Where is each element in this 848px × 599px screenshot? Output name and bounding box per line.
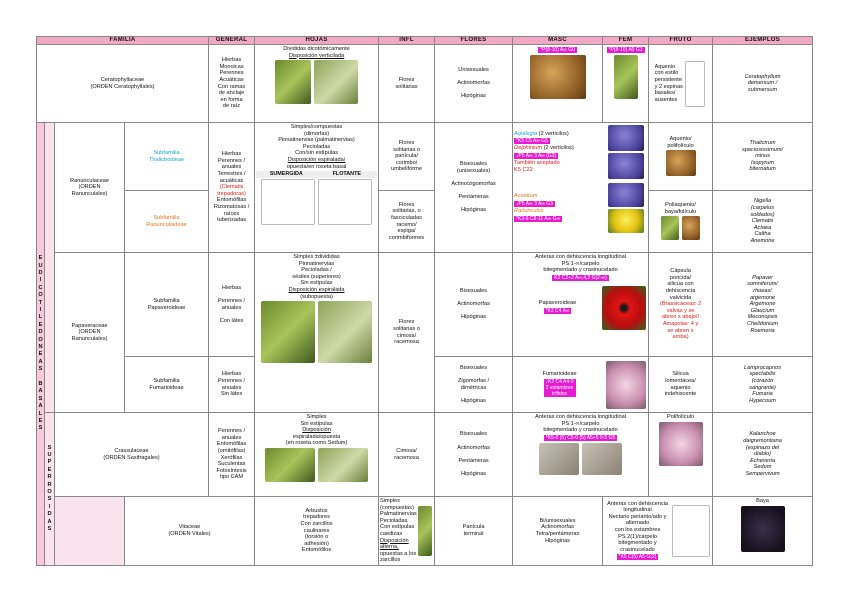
ejemplos-cerato: Ceratophyllum demersum / submersum (713, 45, 813, 123)
infl-papa: Flores solitarias o cimosa/ racemosa (379, 253, 435, 413)
fumaria-flower-photo (606, 361, 646, 409)
general-crass: Perennes / anuales Entomófilas (ornitófilas) Xerófilas Suculentas Fotosíntesis tipo CAM (209, 413, 255, 497)
leaf-drawing-sumergida (261, 179, 315, 225)
formula-badge: *K5 C5 A∞ G5 (516, 138, 548, 145)
header-general: GENERAL (209, 37, 255, 45)
infl-ranun-2: Flores solitarias, o fasciculadas racemo/ espiga/ corimbiformes (379, 191, 435, 253)
infl-cerato: Flores solitarias (379, 45, 435, 123)
formula-badge: *K5 C(5) A5 G(2) (618, 554, 657, 561)
fruit-photo (659, 422, 703, 466)
fruto-ranun-2: Poliaquenio/ baya/folículo (649, 191, 713, 253)
formula-badge: *K5-0 (5) C5-0 (5) A5+5 0-5 G5 (545, 434, 616, 441)
infl-ranun-1: Flores solitarias o panícula/ corimbo/ umbeliforme (379, 123, 435, 191)
subfamilia-thalictroideae: Subfamilia Thalictroideae (125, 123, 209, 191)
fruto-papa-1: Cápsula poricida/ silicua con dehiscencia valvicida (Brassicáceas: 2 valvas y se abren x abajo// Amapolas: 4 y se abren x arriba) (649, 253, 713, 357)
flores-papa-2: Bisexuales Zigomorfas / dimétricas Hipóginas (435, 357, 513, 413)
masc-cerato (513, 45, 603, 123)
infl-crass: Cimosa/ racemosa (379, 413, 435, 497)
female-flower-photo (614, 55, 638, 99)
hojas-papa: Simples ±divididas Pinnatinervias Pecioladas / sésiles (superiores) Sin estípulas Disposición espiralada (subopuesta) (255, 253, 379, 413)
masc-fem-papa-1: Anteras con dehiscencia longitudinal PS 1-∞/carpelo bitegmentado y crasinucelado K2 C2+2 A∞,4,2 G(2-∞) Papaveroideae *K2 C4 A∞ (513, 253, 649, 357)
label-sumergida: SUMERGIDA (256, 171, 317, 178)
general-cerato: Hierbas Monoicas Perennes Acuáticas Con ramas de anclaje en forma de raíz (209, 45, 255, 123)
fruit-photo-2 (682, 216, 700, 240)
eudicot-spacer (55, 497, 125, 566)
flores-ranun: Bisexuales (unisexuales) Actino/zigomorfas Pentámeras Hipóginas (435, 123, 513, 253)
infl-vit: Panícula terminal (435, 497, 513, 566)
hojas-cerato: Divididas dicotómicamente Disposición verticilada (255, 45, 379, 123)
formula-badge: *K3-6 C8-11 A∞ G∞ (516, 215, 561, 222)
general-papa-2: Hierbas Perennes / anuales Sin látex (209, 357, 255, 413)
formula-badge: ↓K2 C4 A4-0 2 estambres trífidos (545, 378, 574, 397)
ejemplos-crass: Kalanchoe daigremontiana (espinazo del diablo) Echeveria Sedum Sempervivum (713, 413, 813, 497)
fruto-papa-2: Silicua lomentácea/ aquenio indehiscente (649, 357, 713, 413)
classification-table (36, 36, 813, 566)
basales-spacer (45, 123, 55, 413)
masc-fem-ranun: Aquilegia (2 verticilos) *K5 C5 A∞ G5 Delphinium (2 verticilos) ↓P5 A∞ 3 A∞ (G3) También aceptado K5 C22 Aconitum ↓P5 A∞ 3 A∞ G3 Ranunculus *K3-6 C8-11 A∞ G∞ (513, 123, 649, 253)
aconitum-photo (608, 183, 644, 207)
grape-photo (741, 506, 785, 552)
ejemplos-papa-2: Lamprocapnos spectabilis (corazón sangrante) Fumaria Hypecoum (713, 357, 813, 413)
cerato-leaf-photo (275, 60, 311, 104)
familia-cerato: Ceratophyllaceae (ORDEN Ceratophyllales) (37, 45, 209, 123)
masc-fem-papa-2: Fumarioideae ↓K2 C4 A4-0 2 estambres trífidos (513, 357, 649, 413)
leaf-drawing-flotante (318, 179, 372, 225)
subfamilia-ranunculoideae: Subfamilia Ranunculoideae (125, 191, 209, 253)
fruto-ranun-1: Aquenio/ polifolículo (649, 123, 713, 191)
flores-crass: Bisexuales Actinomorfas Pentámeras Hipóginas (435, 413, 513, 497)
crassula-leaf-photo (265, 448, 315, 482)
row-ranunculaceae-thalictroideae (37, 123, 813, 191)
fruto-cerato: Aquenio con estilo persistente y 2 espinas basales/ ausentes (649, 45, 713, 123)
row-vitaceae (37, 497, 813, 566)
ejemplos-ranun-2: Nigella (carpelos soldados) Clematis Actaea Caltha Anemone (713, 191, 813, 253)
subfamilia-fumarioideae: Subfamilia Fumarioideae (125, 357, 209, 413)
cerato-leaf-photo-2 (314, 60, 358, 104)
delphinium-photo (608, 153, 644, 179)
papaver-leaf-photo-2 (318, 301, 372, 363)
header-infl: INFL (379, 37, 435, 45)
header-fruto: FRUTO (649, 37, 713, 45)
flores-vit: Bi/unisexuales Actinomorfas Tetra/pentámeras Hipóginas (513, 497, 603, 566)
familia-crass: Crassulaceae (ORDEN Saxifragales) (55, 413, 209, 497)
formula-badge: *P(8-10) A∞ G0 (540, 47, 575, 53)
header-flores: FLORES (435, 37, 513, 45)
header-masc: MASC (513, 37, 603, 45)
fem-cerato (603, 45, 649, 123)
subfamilia-papaveroideae: Subfamilia Papaveroideae (125, 253, 209, 357)
vitis-flower-drawing (672, 505, 710, 557)
vitis-leaf-photo (418, 506, 432, 556)
flores-papa-1: Bisexuales Actinomorfas Hipóginas (435, 253, 513, 357)
formula-badge: ↓P5 A∞ 3 A∞ (G3) (516, 153, 557, 159)
fruit-drawing (685, 61, 705, 107)
eudicot-side-label: E U D I C O T I L E D O N E A S B A S A L E S (37, 123, 45, 566)
header-familia: FAMILIA (37, 37, 209, 45)
hojas-crass: Simples Sin estípulas Disposición espiralada/opuesta (en roseta como Sedum) (255, 413, 379, 497)
row-papaveraceae-papaveroideae (37, 253, 813, 357)
header-fem: FEM (603, 37, 649, 45)
masc-fem-crass: Anteras con dehiscencia longitudinal PS 1-∞/carpelo bitegmentado y crasinucelado *K5-0 (5) C5-0 (5) A5+5 0-5 G5 (513, 413, 649, 497)
hojas-ranun: Simples/compuestas (dimorfas) Pinnatinervias (palmatinervias) Pecioladas Con/sin estípulas Disposición espiralada/ opuesta/en roseta basal SUMERGIDA FLOTANTE (255, 123, 379, 253)
hojas-vit: Simples (compuestas) Palmatinervias Pecioladas Con estípulas caedizas Disposición alterna, opuestas a los zarcillos (379, 497, 435, 566)
familia-papa: Papaveraceae (ORDEN Ranunculales) (55, 253, 125, 413)
crassula-leaf-photo-2 (318, 448, 368, 482)
header-hojas: HOJAS (255, 37, 379, 45)
general-vit: Arbustos trepadores Con zarcillos caulinares (torsión o adhesión) Entomófilos (255, 497, 379, 566)
formula-badge: *P(8-10) A0 G1 (608, 47, 643, 53)
papaver-leaf-photo (261, 301, 315, 363)
ejemplos-papa-1: Papaver somniferum/ rhoeas/ argemone Argemone Glaucium Meconopsis Chelidonium Roemeria (713, 253, 813, 357)
header-row (37, 37, 813, 45)
label-flotante: FLOTANTE (317, 171, 378, 178)
classification-sheet (36, 36, 812, 566)
fruto-crass: Polifolículo (649, 413, 713, 497)
formula-badge: K2 C2+2 A∞,4,2 G(2-∞) (554, 274, 607, 281)
superrosidas-side-label: S U P E R R O S I D A S (45, 413, 55, 566)
aquilegia-photo (608, 125, 644, 151)
papaver-flower-photo (602, 286, 646, 330)
fruit-photo (661, 216, 679, 240)
crassula-flower-photo (539, 443, 579, 475)
fruit-photo (666, 150, 696, 176)
flores-cerato: Unisexuales Actinomorfas Hipóginas (435, 45, 513, 123)
general-ranun: Hierbas Perennes / anuales Terrestres / acuáticas (Clematis trepadoras) Entomófilas Rizomatosas / raíces tuberizadas (209, 123, 255, 253)
formula-badge: ↓P5 A∞ 3 A∞ G3 (516, 201, 553, 207)
ranunculus-photo (608, 209, 644, 233)
general-papa-1: Hierbas Perennes / anuales Con látex (209, 253, 255, 357)
crassula-flower-photo-2 (582, 443, 622, 475)
familia-vit: Vitaceae (ORDEN Vitales) (125, 497, 255, 566)
header-ejemplos: EJEMPLOS (713, 37, 813, 45)
ejemplos-ranun-1: Thalictrum speciosissimum/ minus Isopyrum biternatum (713, 123, 813, 191)
formula-badge: *K2 C4 A∞ (545, 308, 570, 315)
fruto-vit: Baya (713, 497, 813, 566)
row-crassulaceae (37, 413, 813, 497)
familia-ranun: Ranunculaceae (ORDEN Ranunculales) (55, 123, 125, 253)
row-ranunculaceae-ranunculoideae (37, 191, 813, 253)
row-ceratophyllaceae (37, 45, 813, 123)
male-flower-photo (530, 55, 586, 99)
masc-fem-vit: Anteras con dehiscencia longitudinal Nectario perianto/ado y alternado con los estambres PS 2(1)/carpelo bitegmentado y crasinucelado *K5 C(5) A5 G(2) (603, 497, 713, 566)
